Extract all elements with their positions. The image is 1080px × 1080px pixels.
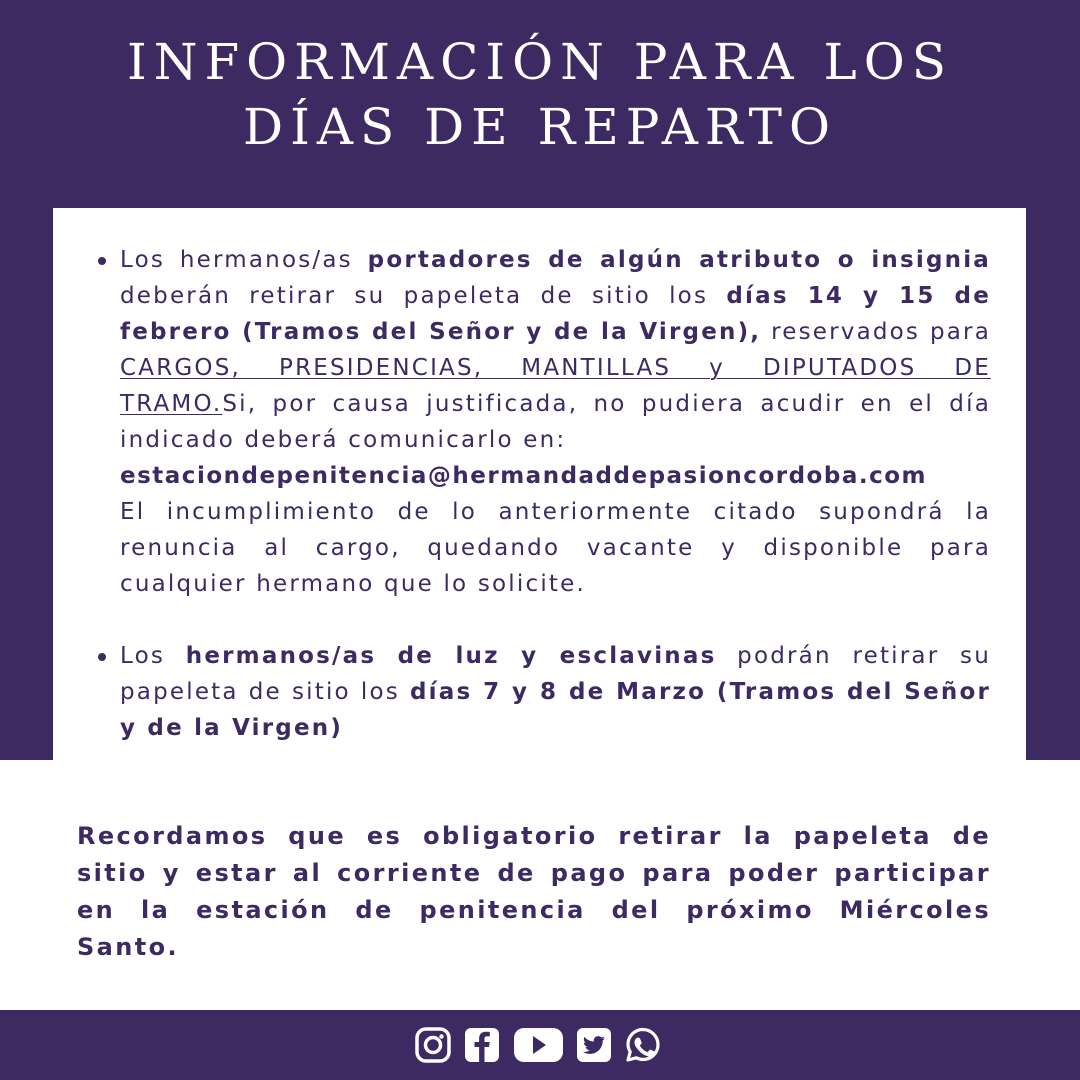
social-icons — [414, 1025, 662, 1065]
facebook-icon[interactable] — [464, 1025, 500, 1065]
text-segment: reservados para — [761, 319, 991, 345]
text-segment: El incumplimiento de lo anteriormente citado supondrá la renuncia al cargo, quedando vacante y disponible para cualquier hermano que lo solicite. — [120, 499, 991, 597]
title-line-1: INFORMACIÓN PARA LOS — [126, 33, 954, 91]
reminder-note: Recordamos que es obligatorio retirar la papeleta de sitio y estar al corriente de pago para poder participar en la estación de penitencia del próximo Miércoles Santo. — [77, 822, 991, 961]
youtube-icon[interactable] — [513, 1025, 564, 1065]
dates-bold: días 14 y 15 de febrero (Tramos del Señor y de la Virgen), — [120, 283, 991, 345]
bullet-dot — [98, 653, 106, 661]
bold-segment: hermanos/as de luz y esclavinas — [185, 643, 717, 669]
instagram-icon[interactable] — [414, 1025, 452, 1065]
list-item-insignia — [120, 242, 991, 602]
bold-segment: portadores de algún atributo o insignia — [367, 247, 991, 273]
list-item-text — [120, 638, 991, 746]
list-item-text — [120, 242, 991, 602]
title-line-2: DÍAS DE REPARTO — [243, 98, 837, 156]
text-segment: Los hermanos/as — [120, 247, 368, 273]
bullet-dot — [98, 257, 106, 265]
text-segment: deberán retirar su papeleta de sitio los — [120, 283, 727, 309]
dates-bold: días 7 y 8 de Marzo (Tramos del Señor y de la Virgen) — [120, 679, 991, 741]
page-title — [0, 30, 1080, 160]
text-segment: Si, por causa justificada, no pudiera acudir en el día indicado deberá comunicarlo en: — [120, 391, 991, 453]
list-item-luz — [120, 638, 991, 746]
contact-email[interactable]: estaciondepenitencia@hermandaddepasioncordoba.com — [120, 463, 927, 489]
roles-underlined: CARGOS, PRESIDENCIAS, MANTILLAS y DIPUTADOS DE TRAMO. — [120, 355, 991, 417]
info-card — [53, 208, 1026, 760]
text-segment: Los — [120, 643, 186, 669]
whatsapp-icon[interactable] — [624, 1025, 662, 1065]
twitter-icon[interactable] — [576, 1025, 612, 1065]
text-segment: podrán retirar su papeleta de sitio los — [120, 643, 992, 705]
